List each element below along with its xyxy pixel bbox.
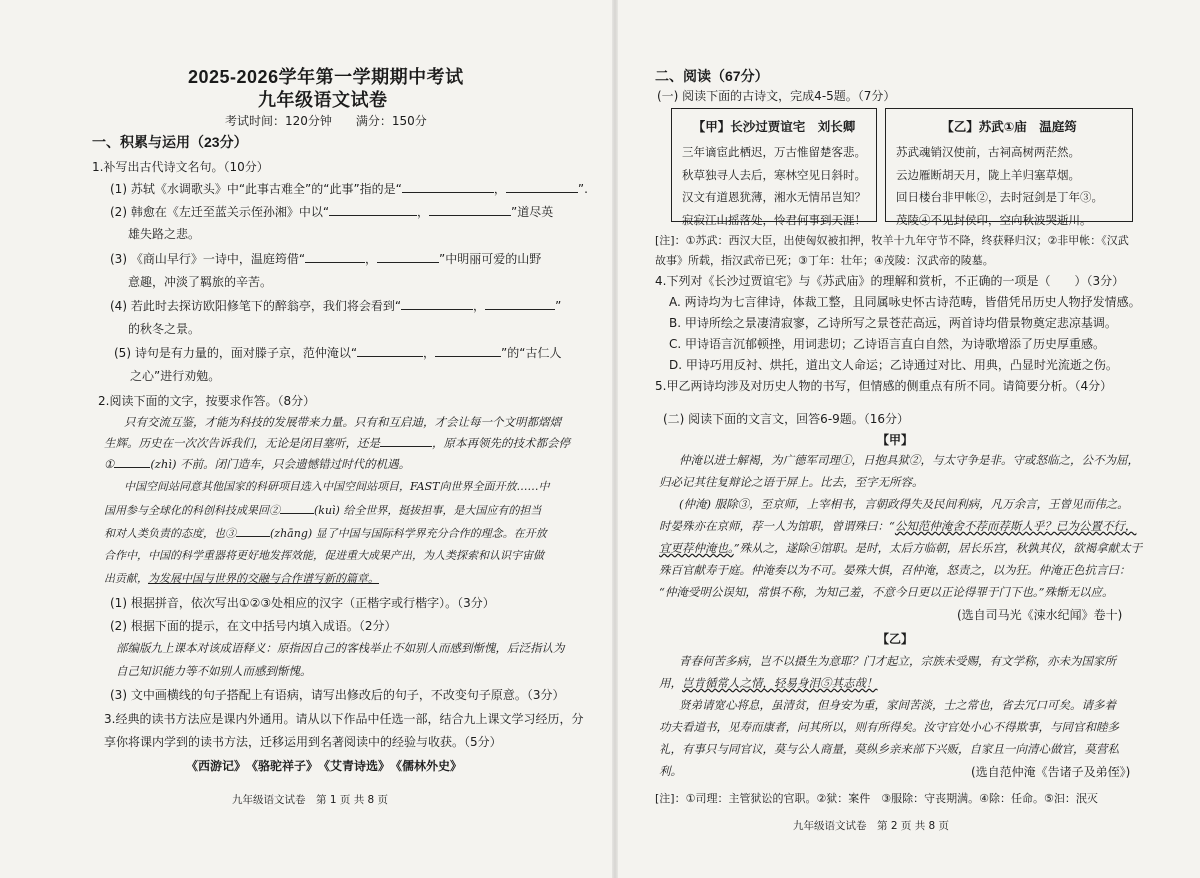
question-2: 2.阅读下面的文字，按要求作答。（8分） (98, 394, 316, 408)
q1-item-5: (5) 诗句是有力量的，面对滕子京，范仲淹以“ ， ”的“古仁人 (114, 346, 562, 360)
q1-item-4-cont: 的秋冬之景。 (128, 322, 201, 336)
underlined-sentence: 为发展中国与世界的交融与合作谱写新的篇章。 (148, 572, 379, 585)
poem-line: 寂寂江山摇落处，怜君何事到天涯！ (682, 212, 866, 227)
answer-blank[interactable] (435, 344, 501, 357)
answer-blank[interactable] (380, 434, 432, 447)
option-a[interactable]: A. 两诗均为七言律诗，体裁工整，且同属咏史怀古诗范畴，皆借凭吊历史人物抒发情感。 (669, 295, 1141, 309)
passage-line: 中国空间站同意其他国家的科研项目选入中国空间站项目，FAST向世界全面开放……中 (124, 480, 550, 493)
page-footer: 九年级语文试卷 第 1 页 共 8 页 (232, 794, 389, 806)
option-d[interactable]: D. 甲诗巧用反衬、烘托，道出文人命运；乙诗通过对比、用典，凸显时光流逝之伤。 (669, 358, 1118, 372)
classical-line: 时晏殊亦在京师，荐一人为馆职，曾谓殊曰：“公知范仲淹舍不荐而荐斯人乎？已为公置不行， (659, 519, 1137, 533)
section-2-heading: 二、阅读（67分） (655, 68, 769, 84)
question-5: 5.甲乙两诗均涉及对历史人物的书写，但情感的侧重点有所不同。请简要分析。（4分） (655, 379, 1113, 393)
q2-sub-1: (1) 根据拼音，依次写出①②③处相应的汉字（正楷字或行楷字）。（3分） (110, 596, 495, 610)
wavy-underlined-sentence: 公知范仲淹舍不荐而荐斯人乎？已为公置不行， (894, 519, 1137, 533)
classical-line: 仲淹以进士解褐，为广德军司理①，日抱具狱②，与太守争是非。守或怒临之，公不为屈， (679, 453, 1139, 467)
question-1: 1.补写出古代诗文名句。（10分） (92, 160, 269, 174)
question-4: 4.下列对《长沙过贾谊宅》与《苏武庙》的理解和赏析，不正确的一项是（ ）（3分） (655, 274, 1125, 288)
classical-line: (仲淹) 服除③，至京师，上宰相书，言朝政得失及民间利病，凡万余言，王曾见而伟之。 (679, 497, 1129, 511)
poem-line: 苏武魂销汉使前，古祠高树两茫然。 (896, 145, 1080, 160)
text-yi-heading: 【乙】 (877, 632, 914, 646)
answer-blank[interactable] (377, 250, 439, 263)
q1-item-3: (3) 《商山早行》一诗中，温庭筠借“ ， ”中明丽可爱的山野 (110, 252, 542, 266)
answer-blank[interactable] (429, 203, 511, 216)
option-c[interactable]: C. 甲诗语言沉郁顿挫，用词悲切；乙诗语言直白自然，为诗歌增添了历史厚重感。 (669, 337, 1106, 351)
section-1-heading: 一、积累与运用（23分） (92, 134, 248, 150)
page-footer: 九年级语文试卷 第 2 页 共 8 页 (793, 820, 950, 832)
classical-line: 宜更荐仲淹也。”殊从之，遂除④馆职。是时，太后方临朝，居长乐宫，秋孰其仪，欲褐拿献太于 (659, 541, 1143, 555)
poem-note: [注]：①苏武：西汉大臣，出使匈奴被扣押，牧羊十九年守节不降，终获释归汉；②非甲帐：《汉武 (655, 234, 1129, 247)
classical-line: 贤弟请宽心将息，虽清贫，但身安为重，家间苦淡，士之常也，省去冗口可矣。请多着 (679, 698, 1116, 712)
answer-blank[interactable] (236, 524, 270, 537)
classical-line: 利。 (659, 764, 682, 778)
classical-line: “仲淹受明公误知，常惧不称，为知己羞，不意今日更以正论得罪于门下也。”殊惭无以应。 (659, 585, 1114, 599)
exam-subtitle: 九年级语文试卷 (258, 90, 388, 110)
passage-line: ① (zhì) 不前。闭门造车，只会遗憾错过时代的机遇。 (104, 457, 411, 471)
answer-blank[interactable] (506, 180, 578, 193)
option-b[interactable]: B. 甲诗所绘之景凄清寂寥，乙诗所写之景苍茫高远，两首诗均借景物奠定悲凉基调。 (669, 316, 1117, 330)
poem-line: 回日楼台非甲帐②，去时冠剑是丁年③。 (896, 190, 1103, 205)
classical-line: 青春何苦多病，岂不以摄生为意耶？门才起立，宗族未受赐，有文学称，亦未为国家所 (679, 654, 1116, 668)
poem-line: 云边雁断胡天月，陇上羊归塞草烟。 (896, 167, 1080, 182)
exam-title: 2025-2026学年第一学期期中考试 (188, 67, 464, 87)
q2-sub-3: (3) 文中画横线的句子搭配上有语病，请写出修改后的句子，不改变句子原意。（3分） (110, 688, 565, 702)
classical-line: 用，岂肯循常人之情，轻易身泪⑤其志哉！ (659, 676, 878, 690)
idiom-hint: 部编版九上课本对该成语释义：原指因自己的客栈举止不如别人而感到惭愧，后泛指认为 (116, 641, 565, 655)
answer-blank[interactable] (280, 501, 314, 514)
q1-item-1: (1) 苏轼《水调歌头》中“此事古难全”的“此事”指的是“ ， ”. (110, 182, 588, 196)
poem-box-yi (885, 108, 1133, 227)
poem-note-cont: 故事》所载，指汉武帝已死；③丁年：壮年；④茂陵：汉武帝的陵墓。 (655, 254, 994, 267)
q1-item-2-cont: 雄失路之悲。 (128, 227, 201, 241)
passage-line: 合作中，中国的科学重器将更好地发挥效能，促进重大成果产出，为人类探索和认识宇宙做 (104, 549, 544, 562)
answer-blank[interactable] (485, 297, 555, 310)
classical-line: 归必记其往复辩论之语于屏上。比去，至字无所容。 (659, 475, 924, 489)
passage-line: 生辉。历史在一次次告诉我们，无论是闭目塞听，还是 ，原本再领先的技术都会停 (104, 436, 570, 450)
poem-box-jia (671, 108, 877, 227)
passage-line: 和对人类负责的态度，也③ (zhāng) 显了中国与国际科学界充分合作的理念。在开放 (104, 524, 547, 542)
answer-blank[interactable] (329, 203, 417, 216)
question-3: 3.经典的读书方法应是课内外通用。请从以下作品中任选一部，结合九上课文学习经历，分 (104, 712, 584, 726)
answer-blank[interactable] (114, 455, 150, 468)
poem-title-jia: 【甲】长沙过贾谊宅 刘长卿 (692, 119, 856, 134)
question-3-cont: 享你将课内学到的读书方法，迁移运用到名著阅读中的经验与收获。（5分） (104, 735, 502, 749)
poem-line: 汉文有道恩犹薄，湘水无情吊岂知？ (682, 190, 866, 205)
q1-item-2: (2) 韩愈在《左迁至蓝关示侄孙湘》中以“ ， ”道尽英 (110, 205, 554, 219)
q1-item-4: (4) 若此时去探访欧阳修笔下的醉翁亭，我们将会看到“ ， ” (110, 299, 562, 313)
answer-blank[interactable] (357, 344, 423, 357)
passage-line: 出贡献，为发展中国与世界的交融与合作谱写新的篇章。 (104, 572, 379, 585)
wavy-underlined-sentence: 宜更荐仲淹也。 (659, 541, 734, 555)
reading-part-2: (二) 阅读下面的文言文，回答6-9题。（16分） (663, 412, 910, 426)
classical-line: 礼，有事只与同官议，莫与公人商量，莫纵乡亲来部下兴贩，自家且一向清心做官，莫营私 (659, 742, 1119, 756)
classical-line: 功夫看道书，见寿而康者，问其所以，则有所得矣。汝守官处小心不得欺事，与同官和睦多 (659, 720, 1119, 734)
passage-line: 只有交流互鉴，才能为科技的发展带来力量。只有和互启迪，才会让每一个文明都熠熠 (124, 415, 561, 429)
text-jia-heading: 【甲】 (877, 433, 914, 447)
q1-item-3-cont: 意趣，冲淡了羁旅的辛苦。 (128, 275, 273, 289)
poem-title-yi: 【乙】苏武①庙 温庭筠 (941, 119, 1077, 134)
q1-item-5-cont: 之心”进行劝勉。 (130, 369, 221, 383)
idiom-hint-cont: 自己知识能力等不如别人而感到惭愧。 (116, 664, 312, 678)
q2-sub-2: (2) 根据下面的提示，在文中括号内填入成语。（2分） (110, 619, 397, 633)
exam-meta: 考试时间：120分钟 满分：150分 (225, 114, 427, 128)
answer-blank[interactable] (402, 180, 494, 193)
poem-line: 秋草独寻人去后，寒林空见日斜时。 (682, 167, 866, 182)
reading-part-1: (一) 阅读下面的古诗文，完成4-5题。（7分） (657, 89, 896, 103)
classical-note: [注]：①司理：主管狱讼的官职。②狱：案件 ③服除：守丧期满。④除：任命。⑤汩：泯灭 (655, 792, 1098, 805)
source-jia: (选自司马光《涑水纪闻》卷十) (957, 608, 1123, 622)
classical-line: 殊百官献寿于庭。仲淹奏以为不可。晏殊大惧，召仲淹，怒责之，以为狂。仲淹正色抗言曰： (659, 563, 1131, 577)
source-yi: (选自范仲淹《告诸子及弟侄》) (971, 765, 1131, 779)
book-list: 《西游记》 《骆驼祥子》 《艾青诗选》 《儒林外史》 (186, 759, 463, 773)
answer-blank[interactable] (401, 297, 473, 310)
poem-line: 三年谪宦此栖迟，万古惟留楚客悲。 (682, 145, 866, 160)
wavy-underlined-sentence: 岂肯循常人之情，轻易身泪⑤其志哉！ (682, 676, 878, 690)
exam-page-2 (615, 0, 1200, 878)
poem-line: 茂陵④不见封侯印，空向秋波哭逝川。 (896, 212, 1092, 227)
answer-blank[interactable] (305, 250, 365, 263)
passage-line: 国用参与全球化的科创科技成果回② (kuì) 给全世界，挺拔担事，是大国应有的担当 (104, 501, 541, 519)
